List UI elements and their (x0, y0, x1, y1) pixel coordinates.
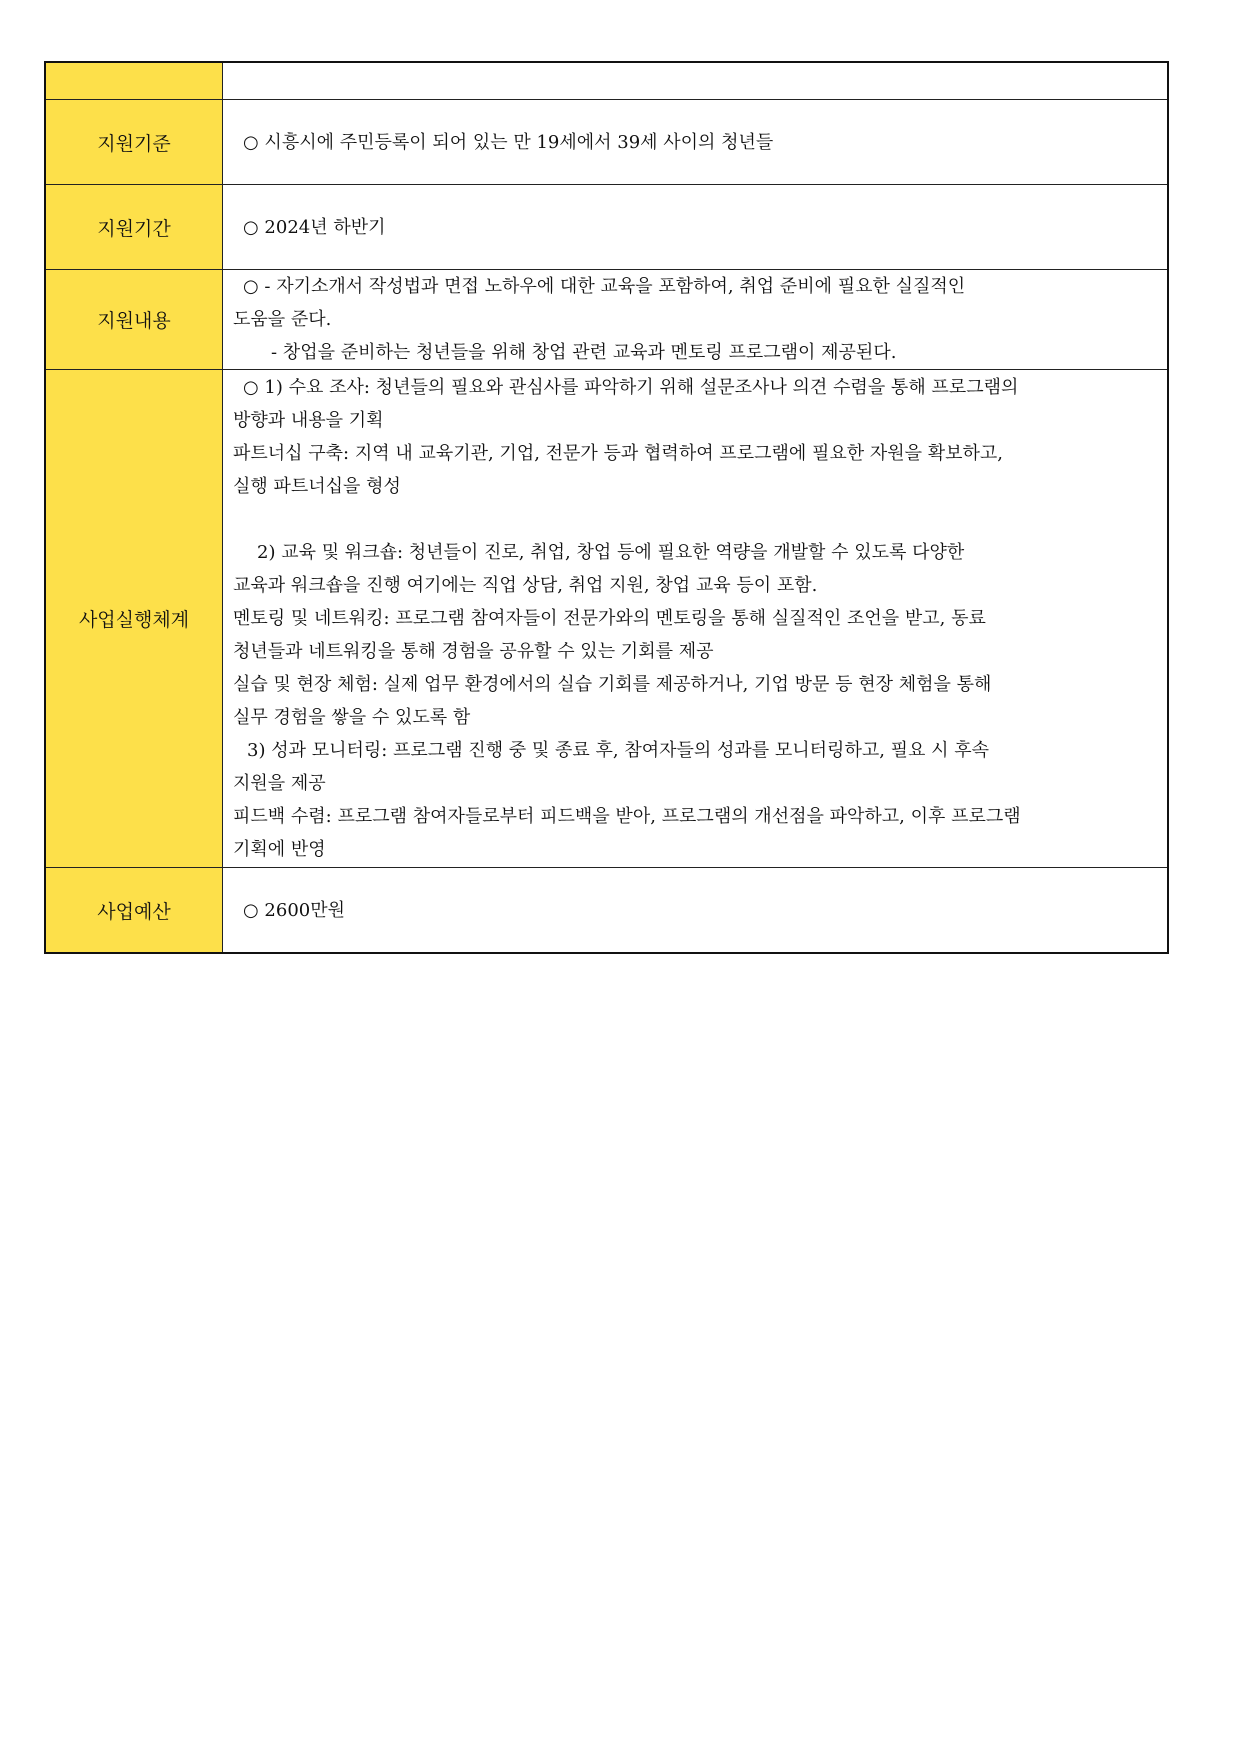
execution-system-line: 피드백 수렴: 프로그램 참여자들로부터 피드백을 받아, 프로그램의 개선점을 파악하고, 이후 프로그램 (233, 806, 1021, 827)
budget-label: 사업예산 (45, 868, 223, 954)
execution-system-text (223, 370, 1169, 868)
execution-system-line: 2) 교육 및 워크숍: 청년들이 진로, 취업, 창업 등에 필요한 역량을 개발할 수 있도록 다양한 (257, 542, 965, 563)
support-content-text (223, 270, 1169, 370)
top-content-cell (223, 62, 1169, 100)
support-content-line: 도움을 준다. (233, 309, 332, 330)
execution-system-line: 파트너십 구축: 지역 내 교육기관, 기업, 전문가 등과 협력하여 프로그램에 필요한 자원을 확보하고, (233, 443, 1004, 464)
execution-system-line: 실습 및 현장 체험: 실제 업무 환경에서의 실습 기회를 제공하거나, 기업 방문 등 현장 체험을 통해 (233, 674, 992, 695)
table-row-period (45, 185, 1168, 270)
support-content-label: 지원내용 (45, 270, 223, 370)
table-row-budget (45, 868, 1168, 954)
table-row-support-content (45, 270, 1168, 370)
execution-system-blank-line (233, 503, 1157, 536)
support-content-line: - 창업을 준비하는 청년들을 위해 창업 관련 교육과 멘토링 프로그램이 제공된다. (271, 342, 897, 363)
execution-system-line: 실행 파트너십을 형성 (233, 476, 401, 497)
support-content-line: ○ - 자기소개서 작성법과 면접 노하우에 대한 교육을 포함하여, 취업 준비에 필요한 실질적인 (243, 276, 966, 297)
execution-system-line: 3) 성과 모니터링: 프로그램 진행 중 및 종료 후, 참여자들의 성과를 모니터링하고, 필요 시 후속 (247, 740, 990, 761)
criteria-content: ○ 시흥시에 주민등록이 되어 있는 만 19세에서 39세 사이의 청년들 (223, 100, 1169, 185)
period-label: 지원기간 (45, 185, 223, 270)
execution-system-line: ○ 1) 수요 조사: 청년들의 필요와 관심사를 파악하기 위해 설문조사나 의견 수렴을 통해 프로그램의 (243, 377, 1019, 398)
program-info-table (44, 61, 1169, 954)
execution-system-line: 청년들과 네트워킹을 통해 경험을 공유할 수 있는 기회를 제공 (233, 641, 714, 662)
execution-system-line: 실무 경험을 쌓을 수 있도록 함 (233, 707, 471, 728)
criteria-label: 지원기준 (45, 100, 223, 185)
execution-system-line: 교육과 워크숍을 진행 여기에는 직업 상담, 취업 지원, 창업 교육 등이 포함. (233, 575, 818, 596)
table-row-criteria (45, 100, 1168, 185)
budget-content: ○ 2600만원 (223, 868, 1169, 954)
execution-system-line: 방향과 내용을 기획 (233, 410, 384, 431)
execution-system-line: 멘토링 및 네트워킹: 프로그램 참여자들이 전문가와의 멘토링을 통해 실질적인 조언을 받고, 동료 (233, 608, 986, 629)
execution-system-line: 기획에 반영 (233, 839, 326, 860)
execution-system-label: 사업실행체계 (45, 370, 223, 868)
period-content: ○ 2024년 하반기 (223, 185, 1169, 270)
execution-system-line: 지원을 제공 (233, 773, 326, 794)
table-row-top (45, 62, 1168, 100)
top-label-cell (45, 62, 223, 100)
table-row-execution-system (45, 370, 1168, 868)
